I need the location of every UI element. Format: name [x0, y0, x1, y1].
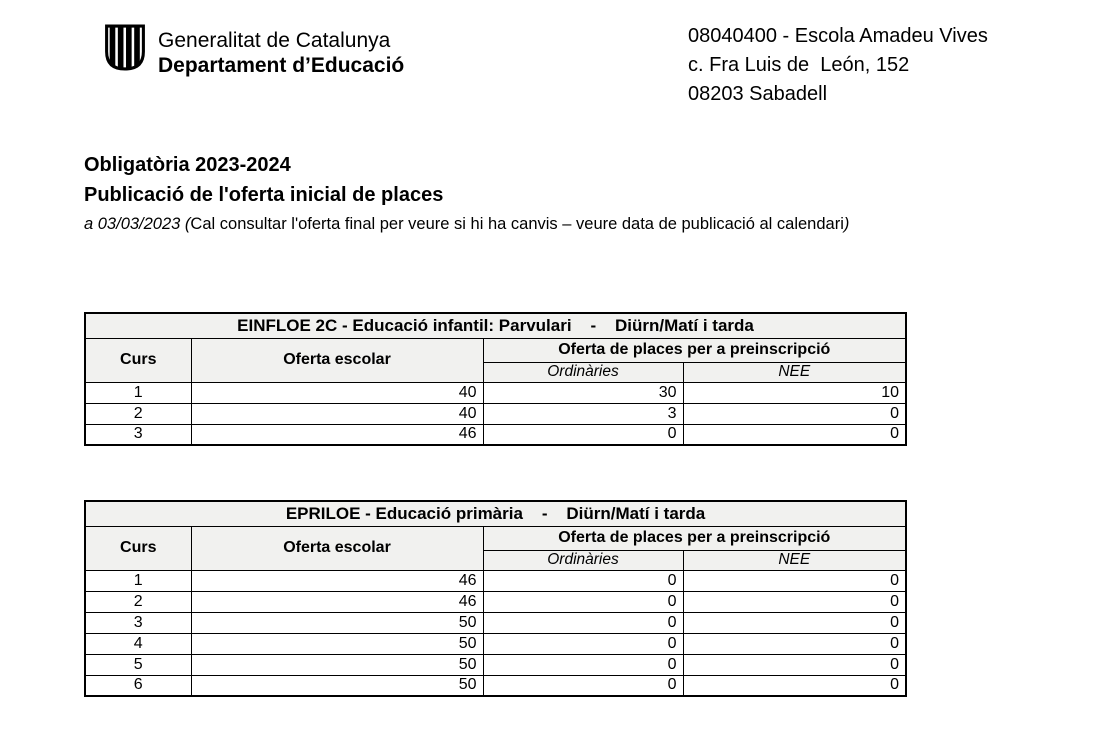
generalitat-shield-icon	[104, 24, 146, 71]
oferta-escolar-cell: 50	[191, 612, 483, 633]
oferta-escolar-cell: 40	[191, 403, 483, 424]
nee-cell: 0	[683, 633, 906, 654]
col-header-oferta-escolar: Oferta escolar	[191, 338, 483, 382]
oferta-escolar-cell: 46	[191, 570, 483, 591]
school-info	[688, 22, 988, 109]
oferta-escolar-cell: 50	[191, 654, 483, 675]
curs-cell: 1	[85, 570, 191, 591]
curs-cell: 3	[85, 424, 191, 445]
school-code-name: 08040400 - Escola Amadeu Vives	[688, 25, 988, 47]
curs-cell: 2	[85, 591, 191, 612]
ordinaries-cell: 0	[483, 633, 683, 654]
ordinaries-cell: 0	[483, 424, 683, 445]
title-block	[84, 150, 849, 234]
col-header-preinscripcio: Oferta de places per a preinscripció	[483, 338, 906, 362]
col-header-nee: NEE	[683, 362, 906, 382]
table-header-row	[85, 526, 906, 550]
ordinaries-cell: 3	[483, 403, 683, 424]
note-close-paren: )	[843, 215, 850, 233]
col-header-preinscripcio: Oferta de places per a preinscripció	[483, 526, 906, 550]
table-row	[85, 403, 906, 424]
brand-text	[158, 24, 404, 78]
table-row	[85, 591, 906, 612]
col-header-ordinaries: Ordinàries	[483, 550, 683, 570]
oferta-escolar-cell: 50	[191, 675, 483, 696]
brand-block	[104, 24, 404, 78]
col-header-oferta-escolar: Oferta escolar	[191, 526, 483, 570]
curs-cell: 6	[85, 675, 191, 696]
ordinaries-cell: 30	[483, 382, 683, 403]
table-row	[85, 424, 906, 445]
ordinaries-cell: 0	[483, 675, 683, 696]
note-date: a 03/03/2023 (	[84, 215, 191, 233]
col-header-curs: Curs	[85, 526, 191, 570]
nee-cell: 0	[683, 570, 906, 591]
table-body	[85, 570, 906, 696]
nee-cell: 0	[683, 675, 906, 696]
table-row	[85, 612, 906, 633]
dept-name: Departament d’Educació	[158, 54, 405, 77]
curs-cell: 1	[85, 382, 191, 403]
ordinaries-cell: 0	[483, 570, 683, 591]
table-title-row	[85, 501, 906, 526]
doc-note	[84, 215, 849, 234]
nee-cell: 0	[683, 591, 906, 612]
col-header-ordinaries: Ordinàries	[483, 362, 683, 382]
curs-cell: 3	[85, 612, 191, 633]
table-row	[85, 675, 906, 696]
nee-cell: 0	[683, 654, 906, 675]
table-row	[85, 633, 906, 654]
col-header-nee: NEE	[683, 550, 906, 570]
oferta-escolar-cell: 40	[191, 382, 483, 403]
table-row	[85, 382, 906, 403]
curs-cell: 2	[85, 403, 191, 424]
table-row	[85, 654, 906, 675]
ordinaries-cell: 0	[483, 591, 683, 612]
col-header-curs: Curs	[85, 338, 191, 382]
school-city: 08203 Sabadell	[688, 83, 828, 105]
doc-title-line1: Obligatòria 2023-2024	[84, 154, 291, 176]
oferta-escolar-cell: 46	[191, 591, 483, 612]
nee-cell: 10	[683, 382, 906, 403]
ordinaries-cell: 0	[483, 654, 683, 675]
org-name: Generalitat de Catalunya	[158, 29, 391, 52]
table-title: EPRILOE - Educació primària - Diürn/Matí i tarda	[85, 501, 906, 526]
nee-cell: 0	[683, 612, 906, 633]
table-row	[85, 570, 906, 591]
nee-cell: 0	[683, 424, 906, 445]
school-address: c. Fra Luis de León, 152	[688, 54, 910, 76]
nee-cell: 0	[683, 403, 906, 424]
oferta-escolar-cell: 46	[191, 424, 483, 445]
table-body	[85, 382, 906, 445]
table-title-row	[85, 313, 906, 338]
table-einfloe-2c	[84, 312, 907, 446]
table-title: EINFLOE 2C - Educació infantil: Parvulari - Diürn/Matí i tarda	[85, 313, 906, 338]
curs-cell: 4	[85, 633, 191, 654]
table-epriloe	[84, 500, 907, 697]
doc-title-line2: Publicació de l'oferta inicial de places	[84, 184, 444, 206]
oferta-escolar-cell: 50	[191, 633, 483, 654]
table-header-row	[85, 338, 906, 362]
note-body: Cal consultar l'oferta final per veure si hi ha canvis – veure data de publicació al calendari	[190, 215, 844, 233]
curs-cell: 5	[85, 654, 191, 675]
ordinaries-cell: 0	[483, 612, 683, 633]
